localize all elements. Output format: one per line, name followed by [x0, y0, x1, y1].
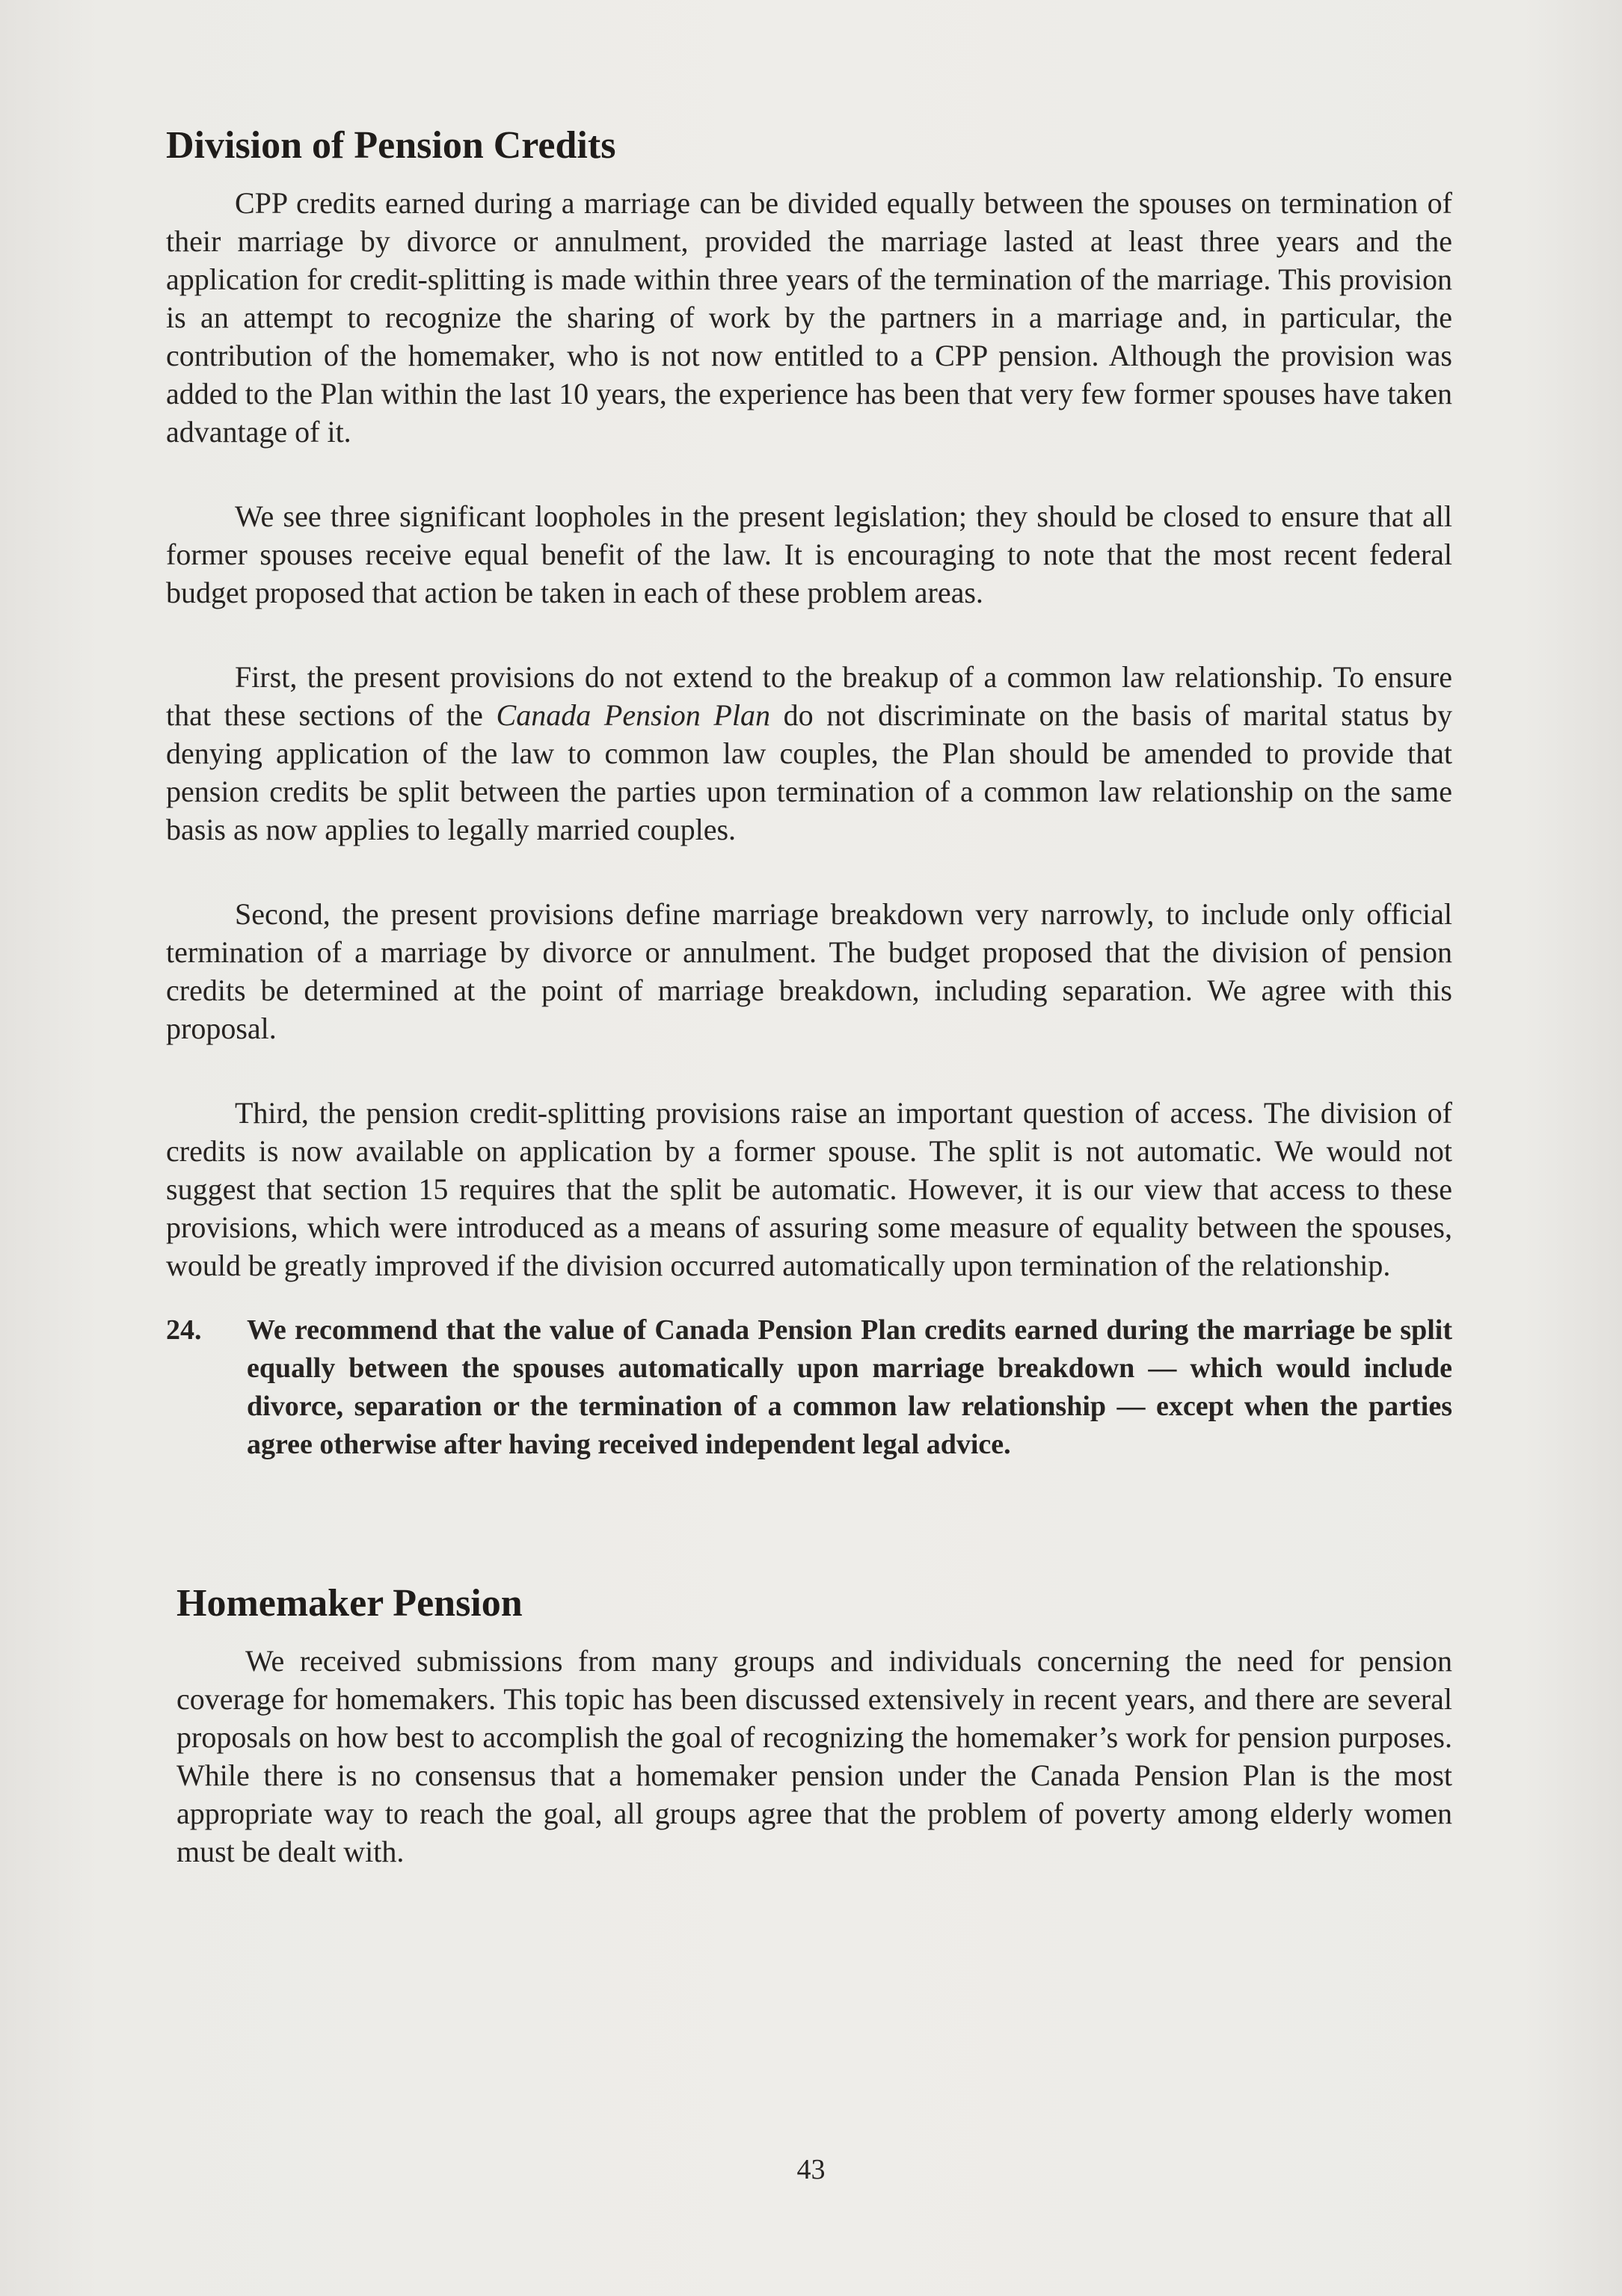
paragraph: Third, the pension credit-splitting provisions raise an important question of access. The division of credits is now available on application by a former spouse. The split is not automatic. We would not suggest that section 15 requires that the split be automatic. However, it is our view that access to these provisions, which were introduced as a means of assuring some measure of equality between the spouses, would be greatly improved if the division occurred automatically upon termination of the relationship. — [166, 1096, 1452, 1282]
paragraph: CPP credits earned during a marriage can be divided equally between the spouses on termination of their marriage by divorce or annulment, provided the marriage lasted at least three years and the application for credit-splitting is made within three years of the termination of the marriage. This provision is an attempt to recognize the sharing of work by the partners in a marriage and, in particular, the contribution of the homemaker, who is not now entitled to a CPP pension. Although the provision was added to the Plan within the last 10 years, the experience has been that very few former spouses have taken advantage of it. — [166, 186, 1452, 449]
paragraph-text: First, the present provisions do not extend to the breakup of a common law relationship. To ensure that these sections of the — [166, 660, 1452, 732]
section-heading-homemaker-pension: Homemaker Pension — [176, 1582, 523, 1625]
recommendation-number: 24. — [166, 1314, 202, 1346]
recommendation-text: We recommend that the value of Canada Pension Plan credits earned during the marriage be split equally between the spouses automatically upon marriage breakdown — which would include divorce, separation or the termination of a common law relationship — except when the parties agree otherwise after having received independent legal advice. — [247, 1314, 1452, 1460]
paragraph — [166, 658, 1452, 849]
paragraph: We received submissions from many groups and individuals concerning the need for pension coverage for homemakers. This topic has been discussed extensively in recent years, and there are several proposals on how best to accomplish the goal of recognizing the homemaker’s work for pension purposes. While there is no consensus that a homemaker pension under the Canada Pension Plan is the most appropriate way to reach the goal, all groups agree that the problem of poverty among elderly women must be dealt with. — [176, 1644, 1452, 1868]
paragraph: We see three significant loopholes in the present legislation; they should be closed to ensure that all former spouses receive equal benefit of the law. It is encouraging to note that the most recent federal budget proposed that action be taken in each of these problem areas. — [166, 499, 1452, 609]
paragraph: Second, the present provisions define marriage breakdown very narrowly, to include only official termination of a marriage by divorce or annulment. The budget proposed that the division of pension credits be determined at the point of marriage breakdown, including separation. We agree with this proposal. — [166, 897, 1452, 1045]
paragraph-text: do not discriminate on the basis of marital status by denying application of the law to common law couples, the Plan should be amended to provide that pension credits be split between the parties upon termination of a common law relationship on the same basis as now applies to legally married couples. — [166, 698, 1452, 846]
page-content — [166, 120, 1452, 1871]
recommendation — [166, 1311, 1452, 1464]
page-number: 43 — [796, 2154, 826, 2185]
section-heading-division-of-pension-credits: Division of Pension Credits — [166, 124, 616, 167]
italic-title: Canada Pension Plan — [496, 698, 770, 732]
